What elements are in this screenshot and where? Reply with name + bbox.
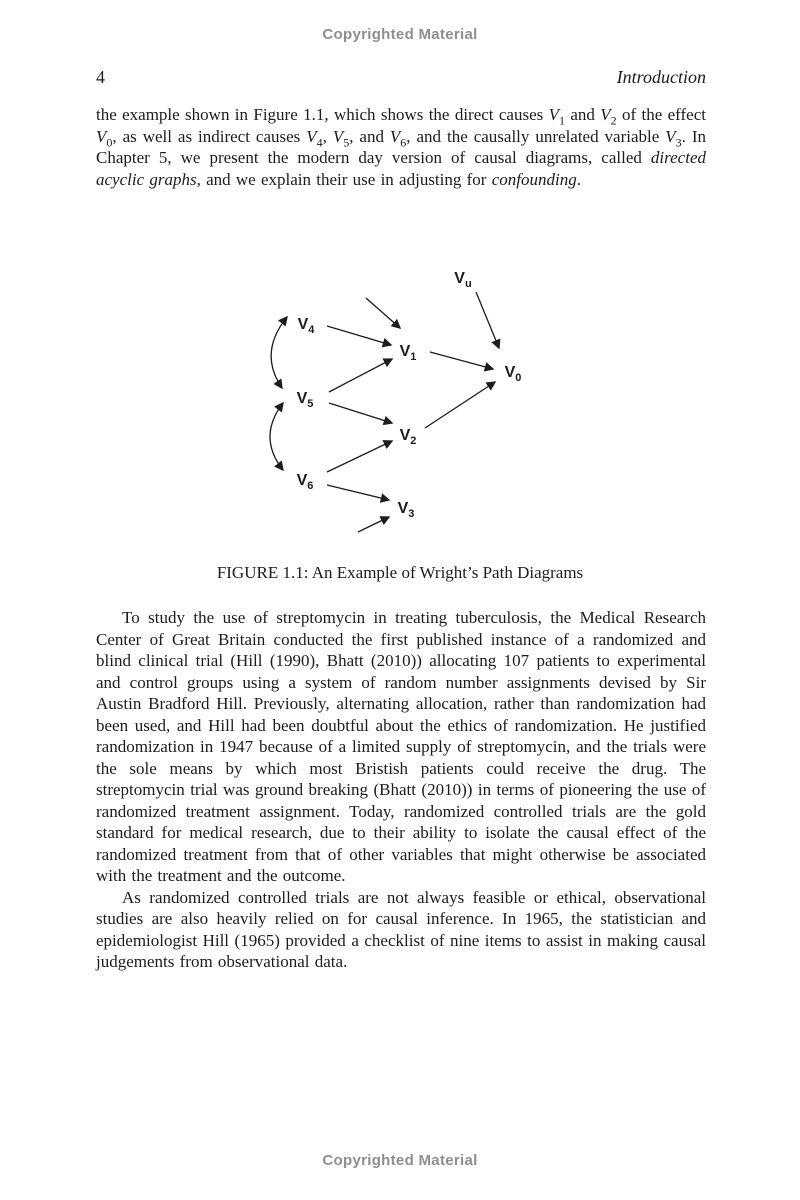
- chapter-title: Introduction: [616, 67, 706, 87]
- edge-V1-to-V0: [430, 352, 493, 369]
- figure-caption: FIGURE 1.1: An Example of Wright’s Path Diagrams: [216, 563, 584, 582]
- diagram-node-V0: $V_0$: [504, 364, 522, 384]
- copyright-watermark-bottom: Copyrighted Material: [322, 1152, 478, 1169]
- diagram-node-V3: $V_3$: [397, 500, 415, 520]
- edge-V2-to-V0: [425, 382, 495, 428]
- diagram-node-V6: $V_6$: [296, 472, 314, 492]
- edge-V4-to-V1: [327, 326, 391, 345]
- page-number: 4: [96, 67, 105, 87]
- diagram-node-V5: $V_5$: [296, 390, 314, 410]
- paragraph-observational-studies: As randomized controlled trials are not always feasible or ethical, observational studies are also heavily relied on for causal inference. In 1965, the statistician and epidemiologist Hill (1965) provided a checklist of nine items to assist in making causal judgements from observational data.: [96, 887, 706, 971]
- page-header: [96, 67, 706, 88]
- diagram-node-V2: $V_2$: [399, 427, 417, 447]
- diagram-node-V1: $V_1$: [399, 343, 417, 363]
- edge-Vu-to-V0: [476, 292, 499, 348]
- diagram-node-V4: $V_4$: [297, 316, 315, 336]
- edge-V5-to-V1: [329, 359, 392, 392]
- diagram-node-Vu: $V_u$: [454, 270, 472, 290]
- copyright-watermark-top: Copyrighted Material: [322, 26, 478, 43]
- edge-V6-to-V3: [327, 485, 389, 500]
- correlation-arc-V4-V5: [271, 317, 287, 388]
- edge-V6-to-V2: [327, 441, 392, 472]
- path-diagram-figure: [250, 255, 550, 550]
- paragraph-intro: the example shown in Figure 1.1, which shows the direct causes $V_1$ and $V_2$ of the effect $V_0$, as well as indirect causes $V_4$, $V_5$, and $V_6$, and the causally unrelated variable $V_3$. In Chapter 5, we present the modern day version of causal diagrams, called directed acyclic graphs, and we explain their use in adjusting for confounding.: [96, 105, 707, 189]
- body-text: [96, 607, 706, 973]
- paragraph-streptomycin-trial: To study the use of streptomycin in treating tuberculosis, the Medical Research Center of Great Britain conducted the first published instance of a randomized and blind clinical trial (Hill (1990), Bhatt (2010)) allocating 107 patients to experimental and control groups using a system of random number assignments devised by Sir Austin Bradford Hill. Previously, alternating allocation, rather than randomization had been used, and Hill had been doubtful about the ethics of randomization. He justified randomization in 1947 because of a limited supply of streptomycin, and the trials were the sole means by which most Bristish patients could receive the drug. The streptomycin trial was ground breaking (Bhatt (2010)) in terms of pioneering the use of randomized treatment assignment. Today, randomized controlled trials are the gold standard for medical research, due to their ability to isolate the causal effect of the randomized treatment from that of other variables that might otherwise be associated with the treatment and the outcome.: [96, 608, 706, 885]
- edge-external-to-V3: [358, 517, 389, 532]
- edge-external-to-V1: [366, 298, 400, 328]
- edge-V5-to-V2: [329, 403, 392, 423]
- correlation-arc-V5-V6: [270, 403, 283, 470]
